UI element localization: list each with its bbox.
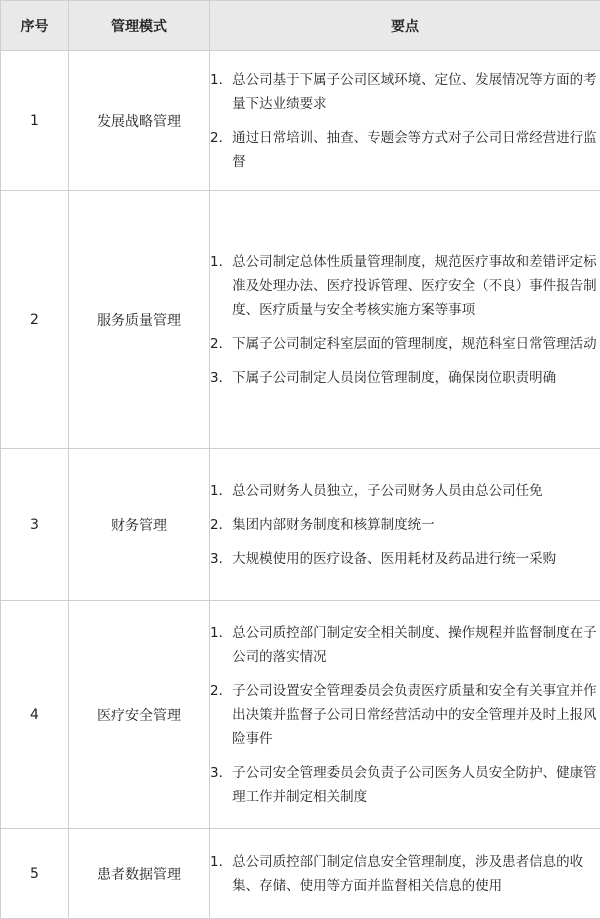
row-points [210, 191, 600, 449]
point-item [210, 621, 600, 669]
point-text: 下属子公司制定人员岗位管理制度，确保岗位职责明确 [232, 366, 600, 390]
point-number: 3． [210, 547, 232, 571]
point-item [210, 479, 600, 503]
row-mode: 医疗安全管理 [69, 601, 210, 829]
row-mode: 财务管理 [69, 449, 210, 601]
point-text: 集团内部财务制度和核算制度统一 [232, 513, 600, 537]
point-text: 总公司质控部门制定安全相关制度、操作规程并监督制度在子公司的落实情况 [232, 621, 600, 669]
header-row [1, 1, 600, 51]
row-number: 2 [1, 191, 69, 449]
point-number: 3． [210, 761, 232, 809]
row-points [210, 601, 600, 829]
point-number: 2． [210, 332, 232, 356]
point-text: 子公司设置安全管理委员会负责医疗质量和安全有关事宜并作出决策并监督子公司日常经营活动中的安全管理并及时上报风险事件 [232, 679, 600, 751]
point-item [210, 679, 600, 751]
point-number: 3． [210, 366, 232, 390]
header-mode: 管理模式 [69, 1, 210, 51]
point-number: 2． [210, 679, 232, 751]
point-text: 通过日常培训、抽查、专题会等方式对子公司日常经营进行监督 [232, 126, 600, 174]
point-text: 总公司财务人员独立，子公司财务人员由总公司任免 [232, 479, 600, 503]
row-number: 1 [1, 51, 69, 191]
point-text: 子公司安全管理委员会负责子公司医务人员安全防护、健康管理工作并制定相关制度 [232, 761, 600, 809]
row-number: 5 [1, 829, 69, 919]
point-text: 下属子公司制定科室层面的管理制度，规范科室日常管理活动 [232, 332, 600, 356]
point-text: 总公司制定总体性质量管理制度，规范医疗事故和差错评定标准及处理办法、医疗投诉管理、医疗安全（不良）事件报告制度、医疗质量与安全考核实施方案等事项 [232, 250, 600, 322]
point-text: 大规模使用的医疗设备、医用耗材及药品进行统一采购 [232, 547, 600, 571]
header-points: 要点 [210, 1, 600, 51]
point-item [210, 332, 600, 356]
point-item [210, 126, 600, 174]
point-item [210, 761, 600, 809]
point-number: 1． [210, 250, 232, 322]
row-points [210, 449, 600, 601]
point-number: 2． [210, 513, 232, 537]
header-no: 序号 [1, 1, 69, 51]
row-mode: 发展战略管理 [69, 51, 210, 191]
table-row [1, 601, 600, 829]
point-item [210, 68, 600, 116]
table-row [1, 51, 600, 191]
row-points [210, 51, 600, 191]
point-number: 1． [210, 850, 232, 898]
row-mode: 服务质量管理 [69, 191, 210, 449]
point-number: 2． [210, 126, 232, 174]
table-row [1, 829, 600, 919]
point-item [210, 547, 600, 571]
row-number: 3 [1, 449, 69, 601]
table-row [1, 449, 600, 601]
point-item [210, 513, 600, 537]
row-points [210, 829, 600, 919]
point-text: 总公司基于下属子公司区域环境、定位、发展情况等方面的考量下达业绩要求 [232, 68, 600, 116]
point-number: 1． [210, 621, 232, 669]
point-item [210, 250, 600, 322]
point-text: 总公司质控部门制定信息安全管理制度，涉及患者信息的收集、存储、使用等方面并监督相关信息的使用 [232, 850, 600, 898]
point-item [210, 850, 600, 898]
row-mode: 患者数据管理 [69, 829, 210, 919]
point-item [210, 366, 600, 390]
row-number: 4 [1, 601, 69, 829]
table-row [1, 191, 600, 449]
point-number: 1． [210, 479, 232, 503]
point-number: 1． [210, 68, 232, 116]
